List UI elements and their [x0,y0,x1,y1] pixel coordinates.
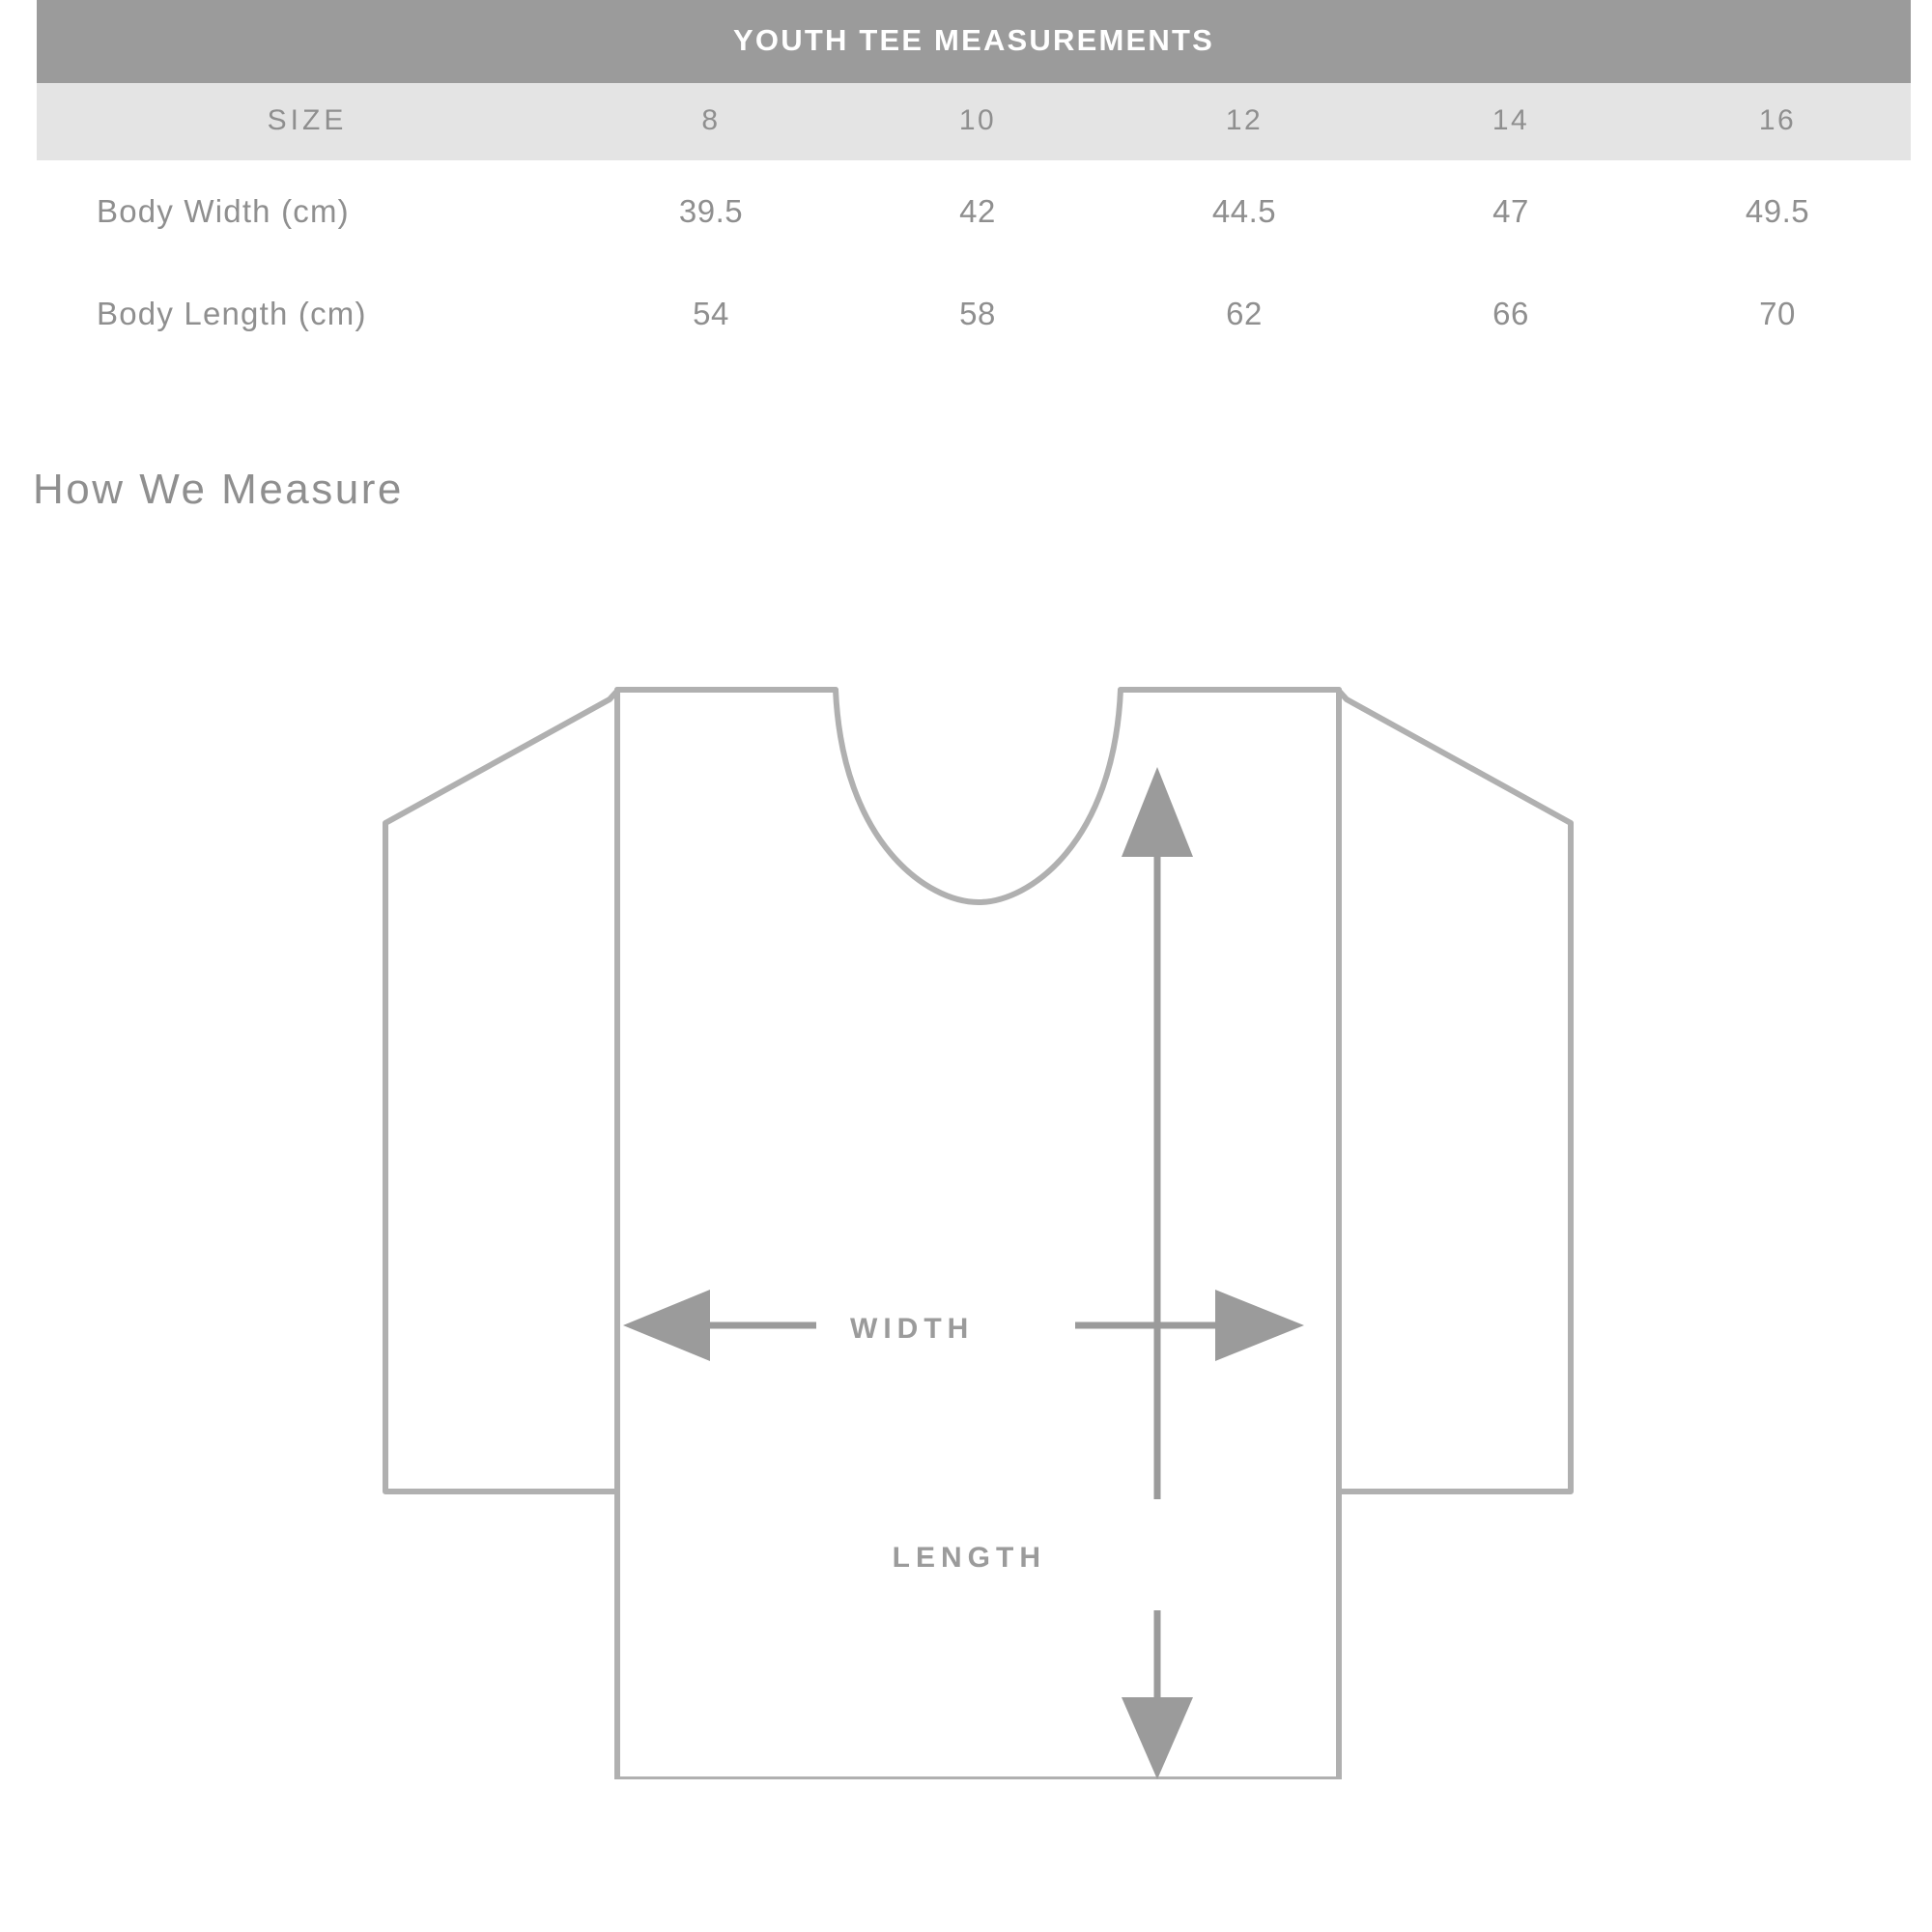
header-size-12: 12 [1111,83,1378,160]
measurements-table [37,0,1911,365]
body-width-size-14: 47 [1378,160,1644,263]
how-we-measure-heading: How We Measure [33,466,404,513]
body-width-size-10: 42 [844,160,1111,263]
body-length-size-14: 66 [1378,263,1644,365]
body-width-size-16: 49.5 [1644,160,1911,263]
table-row [37,160,1911,263]
table-row [37,263,1911,365]
width-label: WIDTH [850,1313,975,1345]
header-size-14: 14 [1378,83,1644,160]
row-label-body-length: Body Length (cm) [37,263,578,365]
header-size-16: 16 [1644,83,1911,160]
length-arrow-icon [893,767,1193,1779]
header-size-label: SIZE [37,83,578,160]
length-label: LENGTH [892,1542,1046,1574]
width-arrow-icon [623,1290,1304,1361]
tshirt-outline-icon [385,690,1571,1779]
body-length-size-12: 62 [1111,263,1378,365]
table-header-row [37,83,1911,160]
table-title: YOUTH TEE MEASUREMENTS [37,0,1911,83]
header-size-8: 8 [578,83,844,160]
measurement-diagram [0,524,1932,1779]
body-length-size-10: 58 [844,263,1111,365]
body-length-size-8: 54 [578,263,844,365]
body-width-size-12: 44.5 [1111,160,1378,263]
body-length-size-16: 70 [1644,263,1911,365]
row-label-body-width: Body Width (cm) [37,160,578,263]
header-size-10: 10 [844,83,1111,160]
body-width-size-8: 39.5 [578,160,844,263]
table-title-row [37,0,1911,83]
